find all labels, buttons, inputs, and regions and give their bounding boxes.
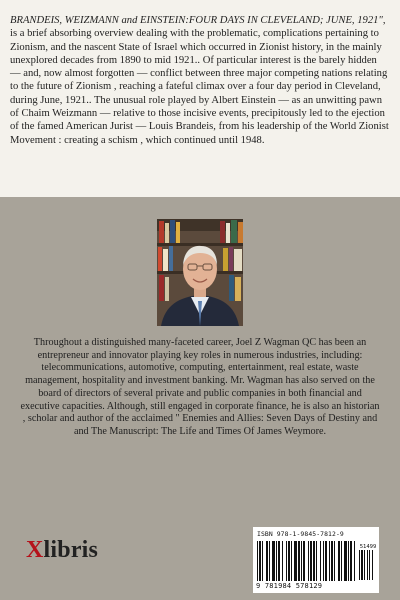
- author-bio: Throughout a distinguished many-faceted career, Joel Z Wagman QC has been an entrepreneur and innovator playing key roles in numerous industries, including: telecommunications, automotive, computing, entertainment, real estate, waste management, hospitality and investment banking. Mr. Wagman has also served on the board of directors of several private and public companies in both financial and executive capacities. Although, still engaged in corporate finance, he is also an historian , scholar and author of the acclaimed " Enemies and Allies: Seven Days of Destiny and and The Manuscript: The Life and Times Of James Weymore.: [20, 337, 380, 437]
- isbn-barcode: [253, 527, 379, 593]
- publisher-logo-x: X: [26, 537, 44, 563]
- publisher-logo: [26, 537, 98, 564]
- author-photo: [157, 219, 243, 326]
- isbn-label: ISBN 978-1-9845-7812-9: [257, 530, 344, 538]
- book-blurb: [10, 14, 390, 147]
- blurb-text: , is a brief absorbing overview dealing with the problematic, complications pertaining to Zionism, and the nascent State of Israel which occurred in Zionist history, in the mainly unexplored decades from 1890 to mid 1921.. Of particular interest is the barely hidden — and, now almost forgotten — conflict between three major competing nations relating to the future of Zionism , reaching a fateful climax over a four day period in Cleveland, during June, 1921.. The unusual role played by Albert Einstein — as an unwitting pawn of Chaim Weizmann — relative to those incisive events, precipitously led to the ejection of the famed American Jurist — Louis Brandeis, from his leadership of the World Zionist Movement : creating a schism , which continued until 1948.: [10, 15, 389, 146]
- author-portrait-image: [157, 219, 243, 326]
- barcode-supplement: 51499: [359, 544, 377, 550]
- supplement-bars: [359, 550, 377, 580]
- barcode-digits: 9 781984 578129: [256, 582, 323, 590]
- blurb-panel: [0, 0, 400, 197]
- barcode-bars: [257, 541, 357, 581]
- book-title: BRANDEIS, WEIZMANN and EINSTEIN:FOUR DAYS IN CLEVELAND; JUNE, 1921": [10, 15, 383, 26]
- publisher-logo-rest: libris: [43, 537, 99, 563]
